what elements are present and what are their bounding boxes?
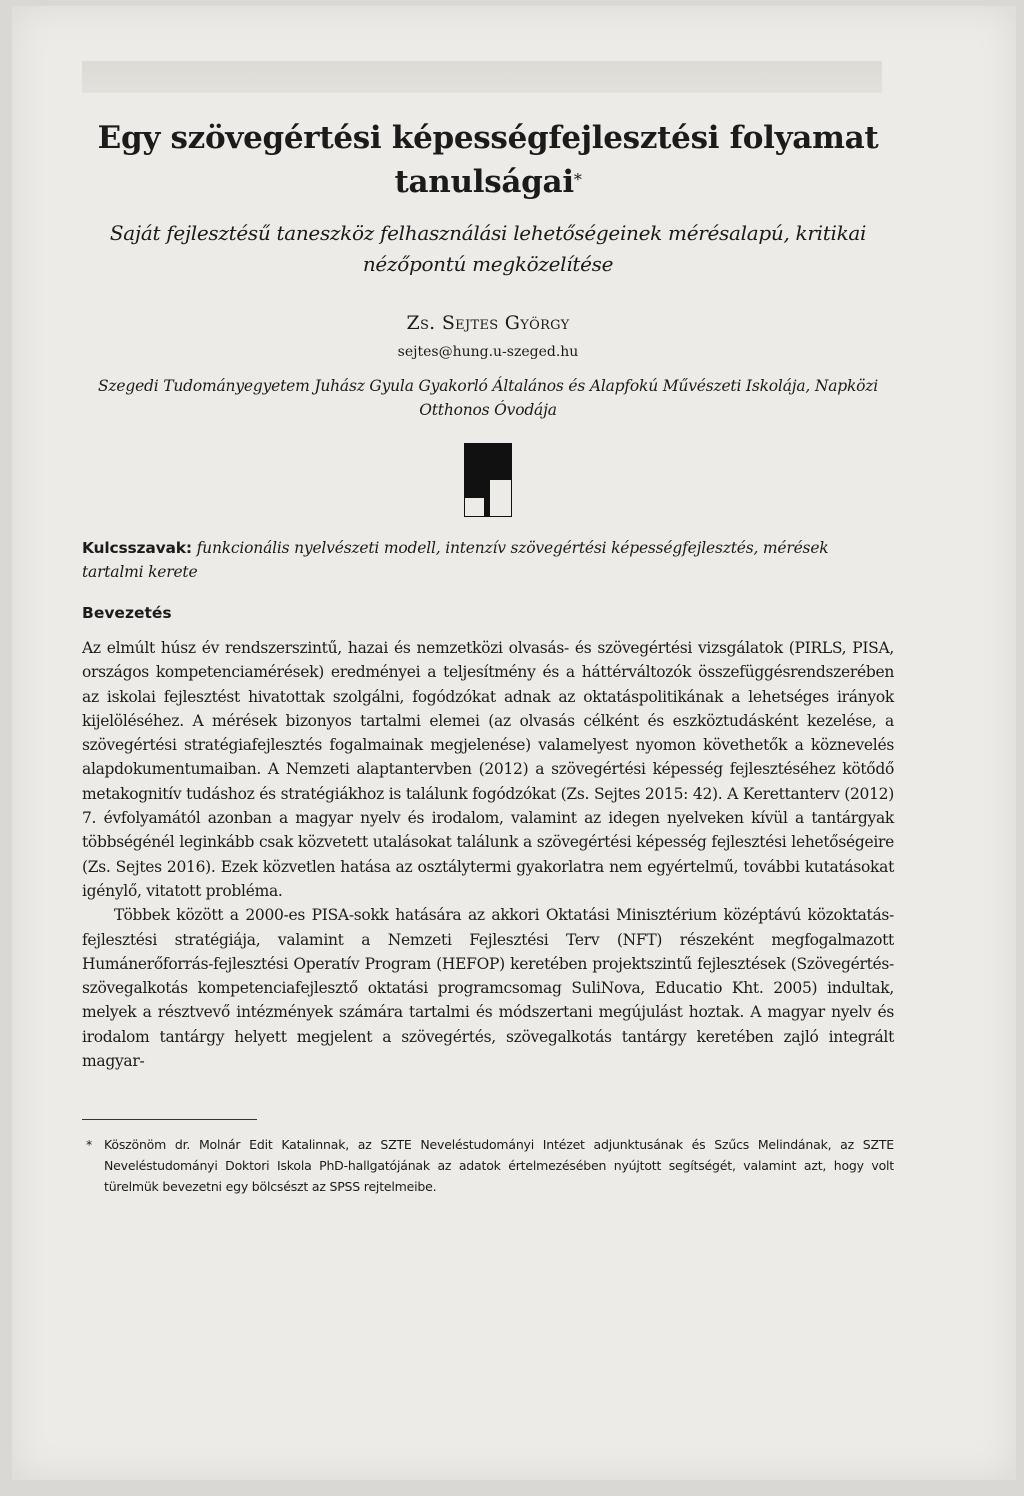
article-subtitle: Saját fejlesztésű taneszköz felhasználási lehetőségeinek mérésalapú, kritikai nézőpontú megközelítése bbox=[109, 221, 867, 276]
body-paragraph-2: Többek között a 2000-es PISA-sokk hatására az akkori Oktatási Minisztérium középtávú közoktatás-fejlesztési stratégiája, valamint a Nemzeti Fejlesztési Terv (NFT) részeként megfogalmazott Humánerőforrás-fejlesztési Operatív Program (HEFOP) keretében projektszintű fejlesztések (Szövegértés-szövegalkotás kompetenciafejlesztő oktatási programcsomag SuliNova, Educatio Kht. 2005) indultak, melyek a résztvevő intézmények számára tartalmi és módszertani megújulást hoztak. A magyar nyelv és irodalom tantárgy helyett megjelent a szövegértés, szövegalkotás tantárgy keretében zajló integrált magyar- bbox=[82, 906, 894, 1071]
bleed-through-header bbox=[82, 61, 882, 93]
logo-container bbox=[82, 442, 894, 518]
footnote-divider bbox=[82, 1119, 257, 1120]
author-name: Zs. Sejtes György bbox=[406, 312, 570, 334]
keywords-block bbox=[82, 536, 894, 584]
title-footnote-mark: * bbox=[573, 170, 582, 189]
article-title bbox=[82, 116, 894, 204]
section-heading: Bevezetés bbox=[82, 604, 172, 622]
paper-page bbox=[12, 6, 1016, 1480]
keywords-text: funkcionális nyelvészeti modell, intenzív szövegértési képességfejlesztés, mérések tartalmi kerete bbox=[82, 539, 829, 581]
article-title-text: Egy szövegértési képességfejlesztési folyamat tanulságai bbox=[97, 120, 879, 200]
footnote-mark: * bbox=[86, 1137, 93, 1153]
body-paragraph-1: Az elmúlt húsz év rendszerszintű, hazai és nemzetközi olvasás- és szövegértési vizsgálatok (PIRLS, PISA, országos kompetenciamérések) eredményei a teljesítmény és a háttérváltozók összefüggésrendszerében az iskolai fejlesztést hivatottak szolgálni, fogódzókat adnak az oktatáspolitikának a lehetséges irányok kijelöléséhez. A mérések bizonyos tartalmi elemei (az olvasás célként és eszköztudásként kezelése, a szövegértési stratégiafejlesztés fogalmainak megjelenése) valamelyest nyomon követhetők a köznevelés alapdokumentumaiban. A Nemzeti alaptantervben (2012) a szövegértési képesség fejlesztéséhez kötődő metakognitív tudáshoz és stratégiákhoz is találunk fogódzókat (Zs. Sejtes 2015: 42). A Kerettanterv (2012) 7. évfolyamától azonban a magyar nyelv és irodalom, valamint az idegen nyelveken kívül a tantárgyak többségénél leginkább csak közvetett utalásokat találunk a szövegértési képesség fejlesztési lehetőségeire (Zs. Sejtes 2016). Ezek közvetlen hatása az osztálytermi gyakorlatra nem egyértelmű, további kutatásokat igénylő, vitatott probléma. bbox=[82, 639, 894, 900]
article-content bbox=[82, 116, 894, 1197]
footnote bbox=[82, 1134, 894, 1197]
footnote-text: Köszönöm dr. Molnár Edit Katalinnak, az SZTE Neveléstudományi Intézet adjunktusának és Szűcs Melindának, az SZTE Neveléstudományi Doktori Iskola PhD-hallgatójának az adatok értelmezésében nyújtott segítségét, valamint azt, hogy volt türelmük bevezetni egy bölcsészt az SPSS rejtelmeibe. bbox=[104, 1137, 894, 1195]
author-affiliation: Szegedi Tudományegyetem Juhász Gyula Gyakorló Általános és Alapfokú Művészeti Iskolája, Napközi Otthonos Óvodája bbox=[97, 377, 879, 419]
keywords-label: Kulcsszavak: bbox=[82, 539, 192, 557]
journal-logo-icon bbox=[463, 442, 513, 518]
author-email: sejtes@hung.u-szeged.hu bbox=[397, 344, 579, 360]
